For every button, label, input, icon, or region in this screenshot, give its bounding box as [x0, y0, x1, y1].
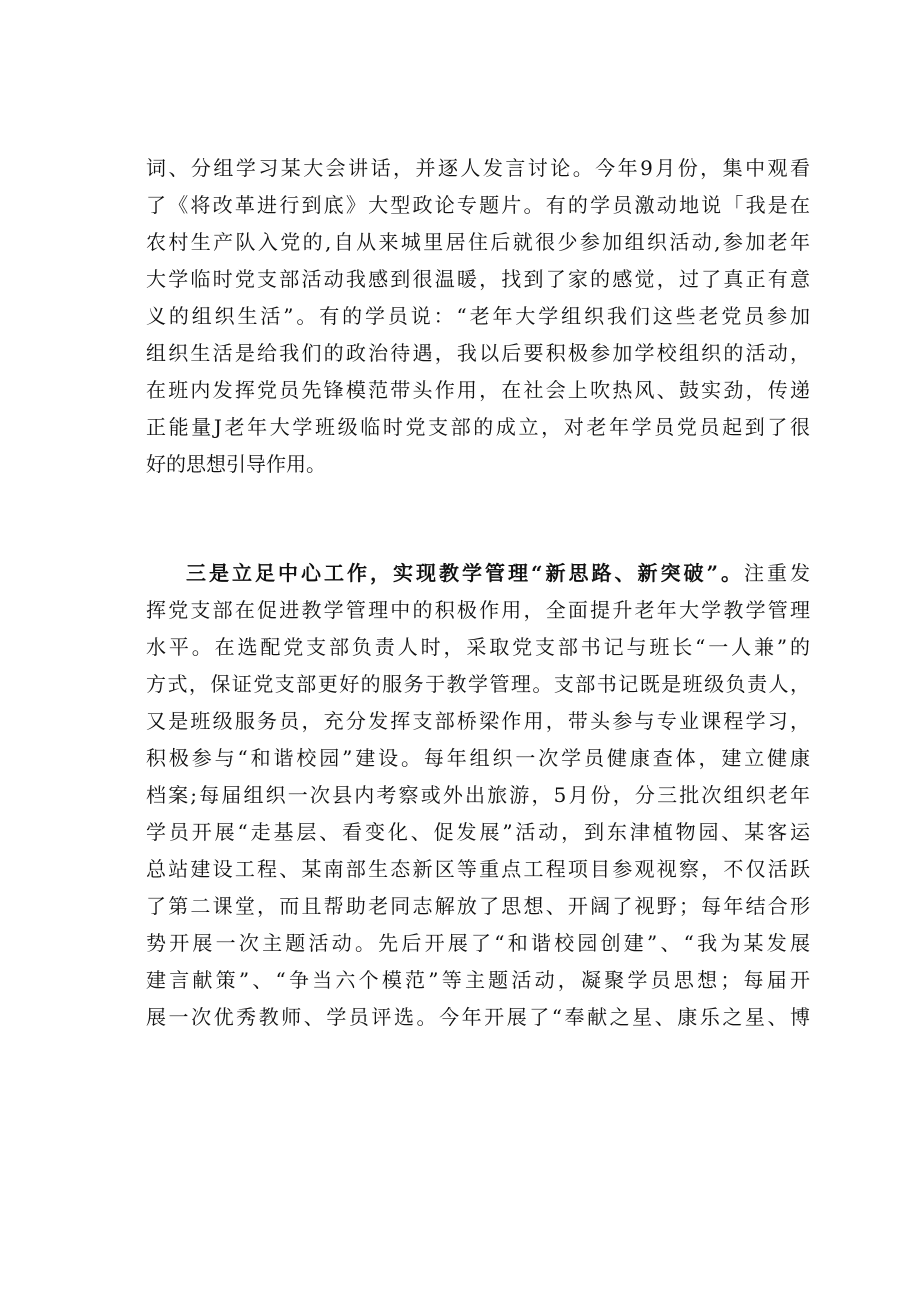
paragraph-line: 农村生产队入党的,自从来城里居住后就很少参加组织活动,参加老年 — [146, 230, 810, 254]
paragraph-line: 好的思想引导作用。 — [146, 452, 326, 476]
paragraph-line: 了第二课堂，而且帮助老同志解放了思想、开阔了视野；每年结合形 — [146, 894, 810, 918]
paragraph-line: 挥党支部在促进教学管理中的积极作用，全面提升老年大学教学管理 — [146, 598, 810, 622]
paragraph-line: 展一次优秀教师、学员评选。今年开展了“奉献之星、康乐之星、博 — [146, 1005, 810, 1029]
heading-continuation: 注重发 — [744, 561, 810, 585]
paragraph-line: 大学临时党支部活动我感到很温暖，找到了家的感觉，过了真正有意 — [146, 267, 810, 291]
paragraph-line: 组织生活是给我们的政治待遇，我以后要积极参加学校组织的活动， — [146, 341, 810, 365]
paragraph-first-line — [146, 555, 810, 592]
paragraph-line: 水平。在选配党支部负责人时，采取党支部书记与班长“一人兼”的 — [146, 635, 810, 659]
paragraph-line: 积极参与“和谐校园”建设。每年组织一次学员健康查体，建立健康 — [146, 746, 810, 770]
paragraph-line: 义的组织生活”。有的学员说：“老年大学组织我们这些老党员参加 — [146, 304, 810, 328]
section-heading: 三是立足中心工作，实现教学管理“新思路、新突破”。 — [186, 561, 744, 585]
paragraph-line: 词、分组学习某大会讲话，并逐人发言讨论。今年9月份，集中观看 — [146, 156, 810, 180]
paragraph-2 — [146, 555, 810, 1036]
paragraph-line: 方式，保证党支部更好的服务于教学管理。支部书记既是班级负责人， — [146, 672, 810, 696]
paragraph-line: 又是班级服务员，充分发挥支部桥梁作用，带头参与专业课程学习， — [146, 709, 810, 733]
paragraph-line: 学员开展“走基层、看变化、促发展”活动，到东津植物园、某客运 — [146, 820, 810, 844]
paragraph-line: 总站建设工程、某南部生态新区等重点工程项目参观视察，不仅活跃 — [146, 857, 810, 881]
paragraph-line: 势开展一次主题活动。先后开展了“和谐校园创建”、“我为某发展 — [146, 931, 810, 955]
paragraph-line: 正能量J老年大学班级临时党支部的成立，对老年学员党员起到了很 — [146, 415, 810, 439]
paragraph-line: 建言献策”、“争当六个模范”等主题活动，凝聚学员思想；每届开 — [146, 968, 810, 992]
paragraph-line: 了《将改革进行到底》大型政论专题片。有的学员激动地说「我是在 — [146, 193, 810, 217]
paragraph-line: 档案;每届组织一次县内考察或外出旅游，5月份，分三批次组织老年 — [146, 783, 810, 807]
paragraph-line: 在班内发挥党员先锋模范带头作用，在社会上吹热风、鼓实劲，传递 — [146, 378, 810, 402]
paragraph-1 — [146, 150, 810, 483]
